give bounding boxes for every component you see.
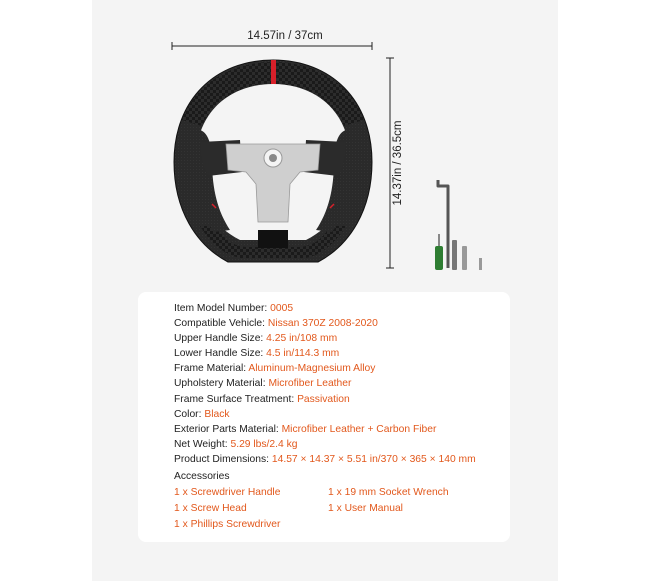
- spec-row: Compatible Vehicle: Nissan 370Z 2008-2020: [174, 318, 378, 330]
- width-dimension-line: [172, 42, 372, 50]
- width-dimension-label: 14.57in / 37cm: [247, 30, 323, 42]
- spec-row: Upholstery Material: Microfiber Leather: [174, 378, 352, 390]
- center-stripe: [271, 60, 276, 84]
- accessory-item: 1 x User Manual: [328, 503, 403, 514]
- steering-wheel: [174, 60, 372, 262]
- accessory-item: 1 x 19 mm Socket Wrench: [328, 487, 449, 498]
- spec-row: Net Weight: 5.29 lbs/2.4 kg: [174, 438, 298, 450]
- spec-row: Exterior Parts Material: Microfiber Leather + Carbon Fiber: [174, 423, 437, 435]
- screw-head-icon: [452, 240, 457, 270]
- product-illustration: [0, 0, 650, 285]
- product-svg: [0, 0, 650, 285]
- spec-row: Upper Handle Size: 4.25 in/108 mm: [174, 333, 338, 345]
- accessories-title: Accessories: [174, 471, 230, 482]
- spec-row: Color: Black: [174, 408, 230, 420]
- specification-card: [138, 292, 510, 542]
- spec-row: Item Model Number: 0005: [174, 303, 294, 314]
- accessories-illustration: [435, 180, 482, 270]
- accessory-item: 1 x Screwdriver Handle: [174, 487, 281, 498]
- spec-row: Lower Handle Size: 4.5 in/114.3 mm: [174, 348, 340, 360]
- accessory-item: 1 x Screw Head: [174, 503, 247, 514]
- height-dimension-label: 14.37in / 36.5cm: [392, 120, 404, 206]
- screwdriver-handle-icon: [435, 246, 443, 270]
- spec-row: Product Dimensions: 14.57 × 14.37 × 5.51 in/370 × 365 × 140 mm: [174, 453, 476, 465]
- spec-list: [174, 301, 476, 467]
- accessory-item: 1 x Phillips Screwdriver: [174, 519, 281, 530]
- spec-row: Frame Surface Treatment: Passivation: [174, 393, 350, 405]
- phillips-screwdriver-icon: [462, 246, 467, 270]
- spec-row: Frame Material: Aluminum-Magnesium Alloy: [174, 363, 376, 375]
